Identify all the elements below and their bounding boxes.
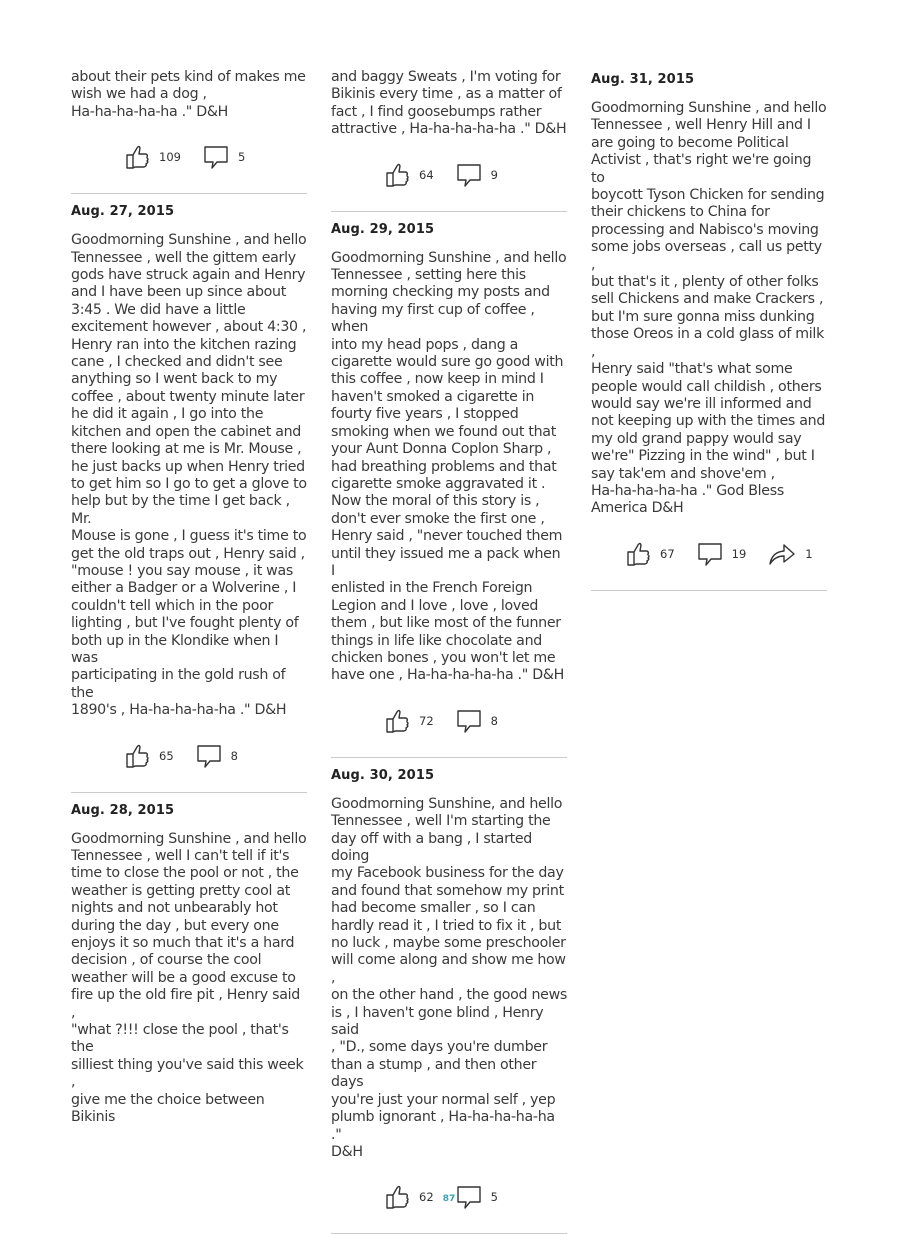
thumbs-up-icon	[386, 162, 410, 188]
post-text: Goodmorning Sunshine , and hello Tennessee , well I can't tell if it's time to close the pool or not , the weather is getting pretty cool at nights and not unbearably hot during the day , but every one enjoys it so much that it's a hard decision , of course the cool weather will be a good excuse to fire up the old fire pit , Henry said , "what ?!!! close the pool , that's the silliest thing you've said this week , give me the choice between Bikinis	[71, 830, 307, 1126]
comment-count: 9	[490, 167, 498, 182]
post-stats	[331, 704, 567, 738]
column-1	[71, 69, 307, 1127]
thumbs-up-icon	[386, 708, 410, 734]
post-date: Aug. 29, 2015	[331, 221, 435, 237]
comment-stat[interactable]	[697, 541, 747, 567]
comment-bubble-icon	[196, 743, 222, 769]
post-continued-text: about their pets kind of makes me wish we had a dog , Ha-ha-ha-ha-ha ." D&H	[71, 69, 306, 120]
divider	[331, 211, 567, 212]
post-text: Goodmorning Sunshine , and hello Tennessee , well the gittem early gods have struck again and Henry and I have been up since about 3:45 . We did have a little excitement however , about 4:30 , Henry ran into the kitchen razing cane , I checked and didn't see anything so I went back to my coffee , about twenty minute later he did it again , I go into the kitchen and open the cabinet and there looking at me is Mr. Mouse , he just backs up when Henry tried to get him so I go to get a glove to help but by the time I get back , Mr. Mouse is gone , I guess it's time to get the old traps out , Henry said , "mouse ! you say mouse , it was either a Badger or a Wolverine , I couldn't tell which in the poor lighting , but I've fought plenty of both up in the Klondike when I was participating in the gold rush of the 1890's , Ha-ha-ha-ha-ha ." D&H	[71, 232, 307, 719]
like-stat[interactable]	[126, 743, 174, 769]
divider	[71, 792, 307, 793]
post-continued-text: and baggy Sweats , I'm voting for Bikinis every time , as a matter of fact , I find goosebumps rather attractive , Ha-ha-ha-ha-ha ." D&H	[331, 69, 567, 138]
share-stat[interactable]	[768, 542, 812, 566]
thumbs-up-icon	[126, 144, 150, 170]
like-count: 64	[419, 167, 434, 182]
comment-bubble-icon	[203, 144, 229, 170]
comment-bubble-icon	[456, 162, 482, 188]
like-count: 65	[159, 748, 174, 763]
post-stats	[71, 739, 307, 773]
post	[71, 204, 307, 792]
divider	[331, 757, 567, 758]
like-count: 67	[660, 546, 675, 561]
post	[331, 222, 567, 758]
comment-stat[interactable]	[203, 144, 245, 170]
post-stats	[591, 537, 827, 571]
comment-stat[interactable]	[456, 162, 498, 188]
divider	[71, 193, 307, 194]
like-stat[interactable]	[126, 144, 181, 170]
column-2	[331, 69, 567, 1234]
comment-count: 19	[731, 546, 747, 561]
comment-count: 5	[490, 1190, 498, 1205]
post	[71, 803, 307, 1127]
column-3	[591, 69, 827, 591]
post-text: Goodmorning Sunshine , and hello Tennessee , well Henry Hill and I are going to become Political Activist , that's right we're going to boycott Tyson Chicken for sending their chickens to China for processing and Nabisco's moving some jobs overseas , call us petty , but that's it , plenty of other folks sell Chickens and make Crackers , but I'm sure gonna miss dunking those Oreos in a cold glass of milk , Henry said "that's what some people would call childish , others would say we're ill informed and not keeping up with the times and my old grand pappy would say we're" Pizzing in the wind" , but I say tak'em and shove'em , Ha-ha-ha-ha-ha ." God Bless America D&H	[591, 100, 827, 517]
comment-count: 8	[230, 748, 238, 763]
share-count: 1	[805, 546, 813, 561]
post-stats	[71, 140, 307, 174]
comment-stat[interactable]	[196, 743, 238, 769]
like-stat[interactable]	[386, 708, 434, 734]
comment-count: 5	[237, 150, 246, 165]
post-date: Aug. 28, 2015	[71, 802, 175, 818]
post-date: Aug. 27, 2015	[71, 204, 175, 220]
post	[331, 768, 567, 1234]
like-count: 62	[419, 1190, 434, 1205]
comment-stat[interactable]	[456, 708, 498, 734]
thumbs-up-icon	[627, 541, 651, 567]
post	[591, 72, 827, 591]
page-number: 87	[442, 1194, 456, 1204]
divider	[591, 590, 827, 591]
post-text: Goodmorning Sunshine , and hello Tennessee , setting here this morning checking my posts and having my first cup of coffee , when into my head pops , dang a cigarette would sure go good with this coffee , now keep in mind I haven't smoked a cigarette in fourty five years , I stopped smoking when we found out that your Aunt Donna Coplon Sharp , had breathing problems and that cigarette smoke aggravated it . Now the moral of this story is , don't ever smoke the first one , Henry said , "never touched them until they issued me a pack when I enlisted in the French Foreign Legion and I love , love , loved them , but like most of the funner things in life like chocolate and chicken bones , you won't let me have one , Ha-ha-ha-ha-ha ." D&H	[331, 249, 567, 684]
post-date: Aug. 30, 2015	[331, 767, 435, 783]
like-count: 72	[419, 713, 434, 728]
comment-bubble-icon	[697, 541, 723, 567]
like-stat[interactable]	[386, 162, 434, 188]
post-stats	[331, 158, 567, 192]
comment-count: 8	[490, 713, 498, 728]
thumbs-up-icon	[126, 743, 150, 769]
like-count: 109	[159, 150, 181, 165]
post-date: Aug. 31, 2015	[591, 72, 695, 87]
like-stat[interactable]	[627, 541, 675, 567]
post-text: Goodmorning Sunshine, and hello Tennessee , well I'm starting the day off with a bang , I started doing my Facebook business for the day and found that somehow my print had become smaller , so I can hardly read it , I tried to fix it , but no luck , maybe some preschooler will come along and show me how , on the other hand , the good news is , I haven't gone blind , Henry said , "D., some days you're dumber than a stump , and then other days you're just your normal self , yep plumb ignorant , Ha-ha-ha-ha-ha ." D&H	[331, 795, 567, 1160]
share-arrow-icon	[768, 542, 796, 566]
comment-bubble-icon	[456, 708, 482, 734]
